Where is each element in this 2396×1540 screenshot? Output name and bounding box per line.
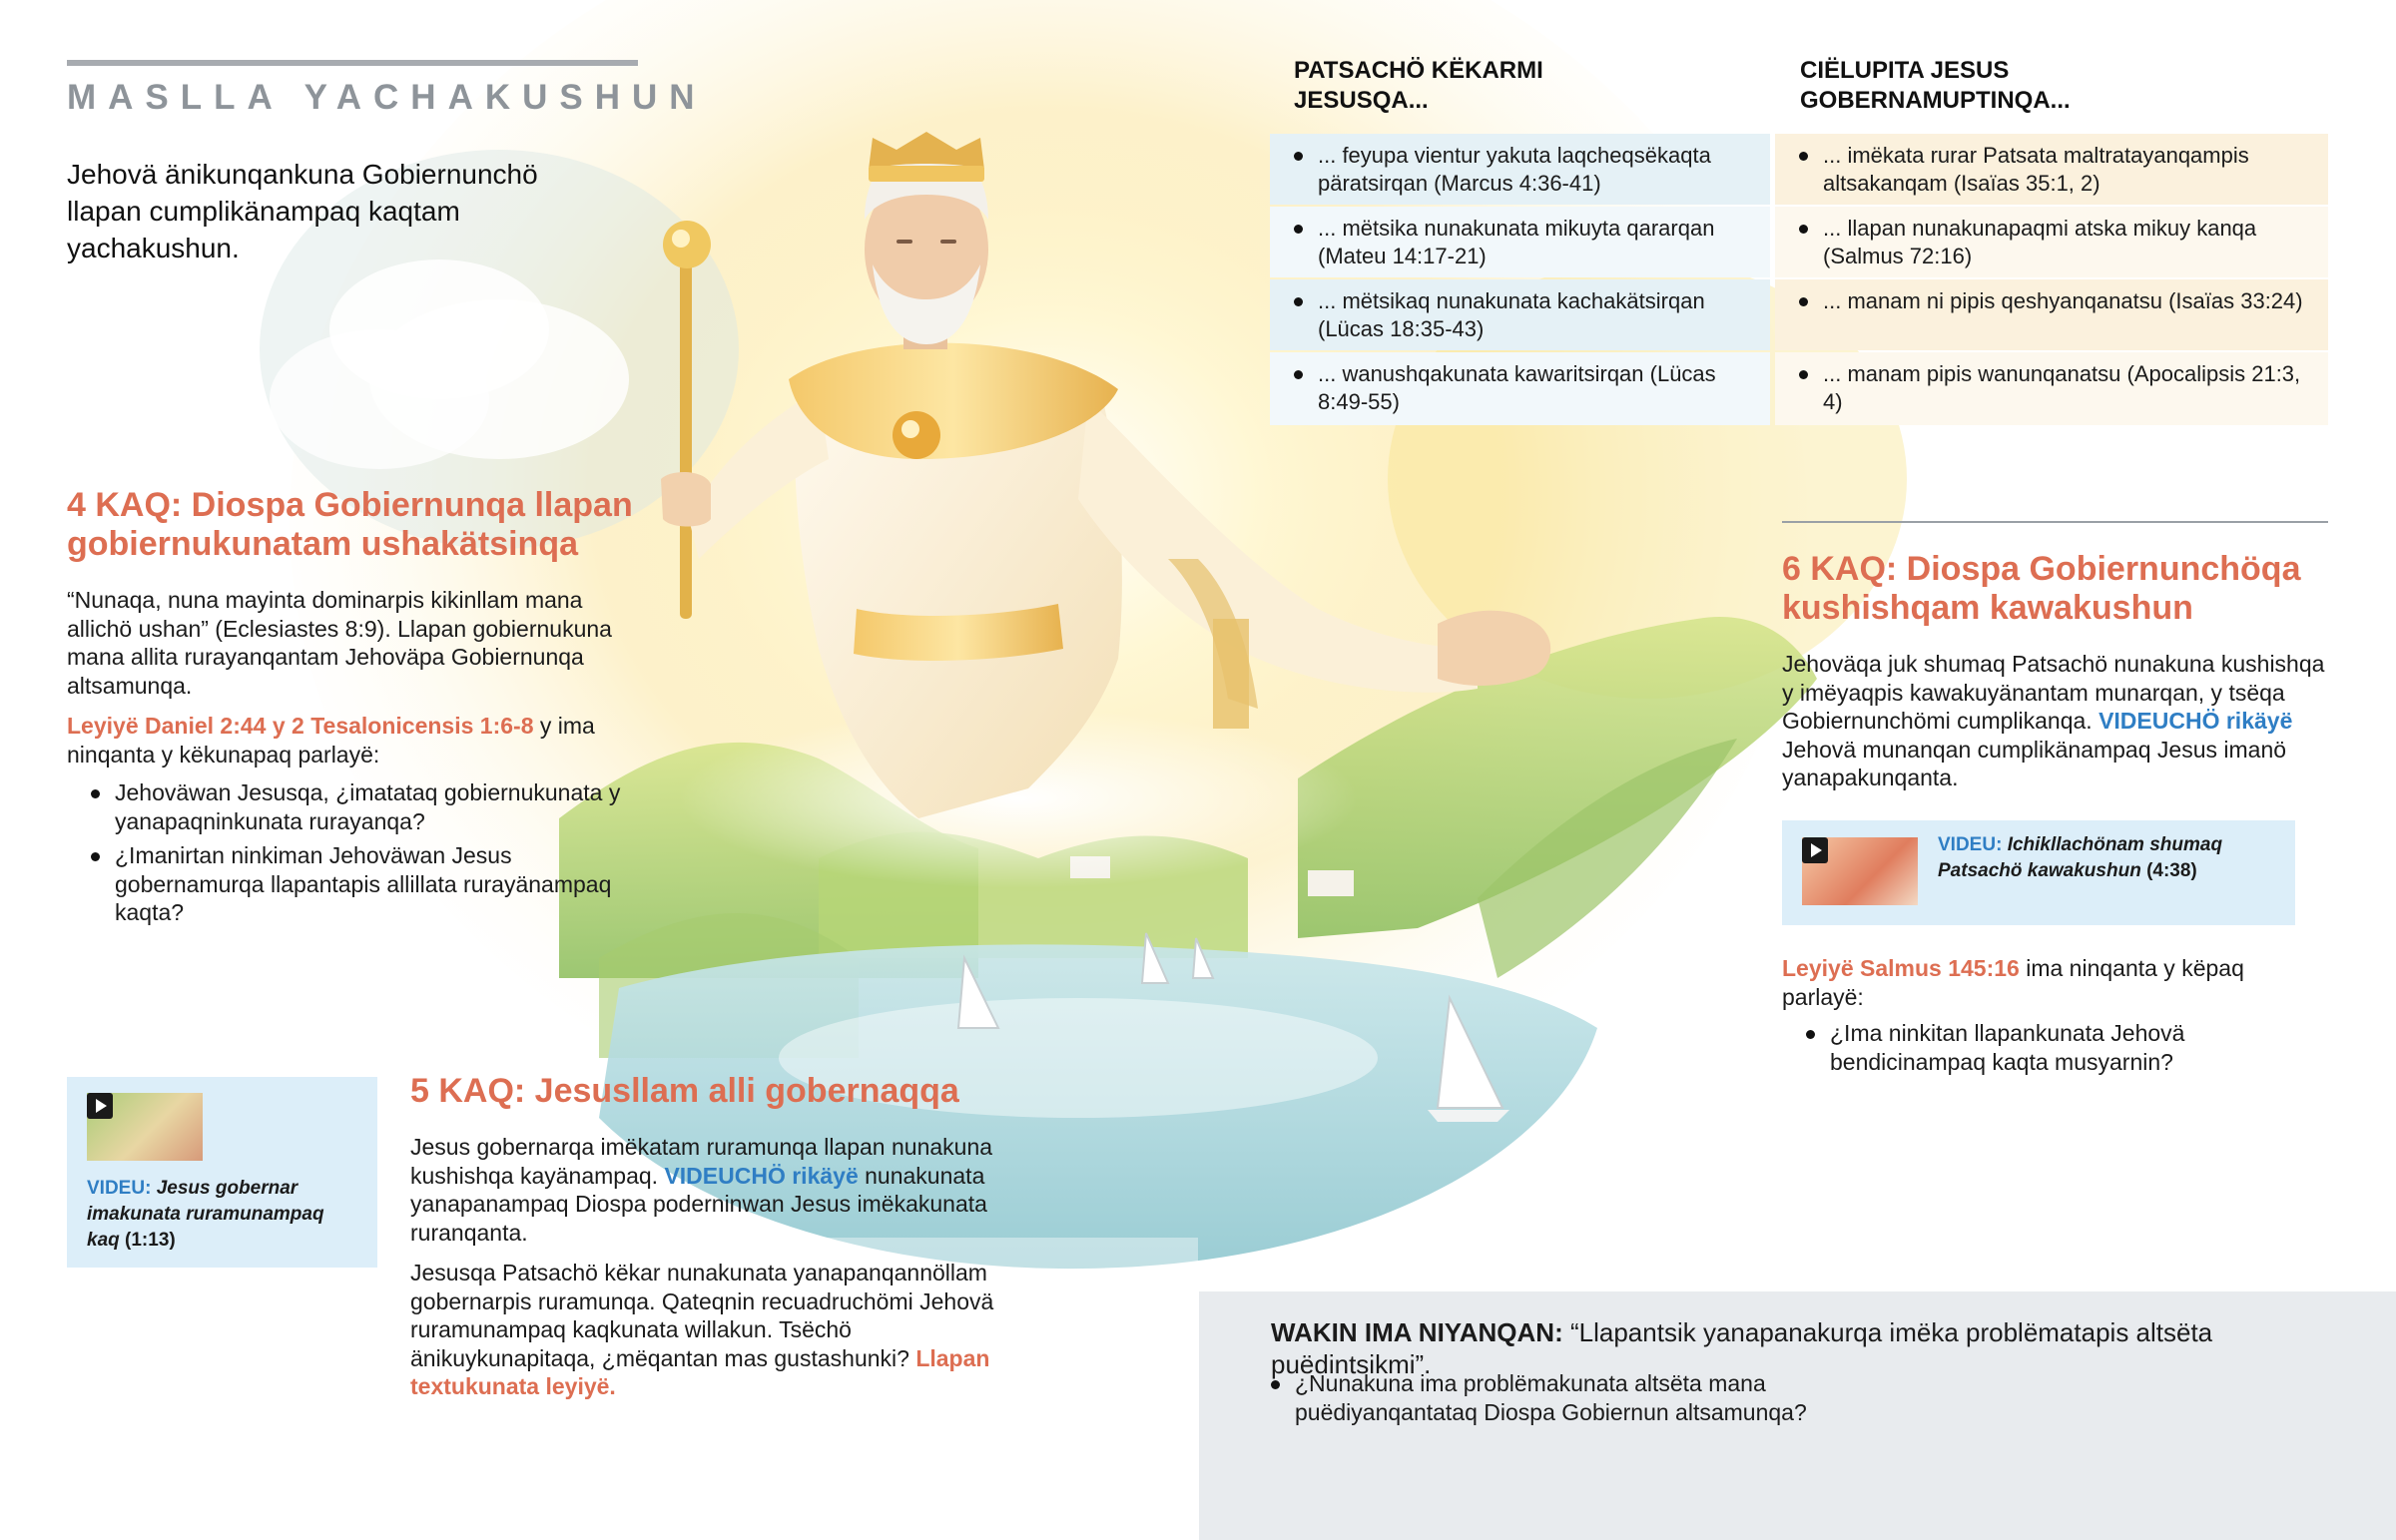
play-icon[interactable]	[87, 1093, 113, 1119]
table-left-cell: ... feyupa vientur yakuta laqcheqsëkaqta päratsirqan (Marcus 4:36-41)	[1270, 134, 1770, 205]
paragraph-text: Jehoväqa juk shumaq Patsachö nunakuna kushishqa y imëyaqpis kawakuyänantam munarqan, y tsëqa Gobiernunchömi cumplikanqa.	[1782, 651, 2325, 734]
section-5-body	[410, 1133, 1009, 1401]
video-title[interactable]: Ichikllachönam shumaq Patsachö kawakushun	[1938, 834, 2223, 881]
video-duration: (1:13)	[125, 1230, 176, 1251]
section-4	[67, 486, 646, 933]
section-divider	[1782, 521, 2328, 523]
discussion-box	[1199, 1291, 2396, 1540]
section-6-heading: 6 KAQ: Diospa Gobiernunchöqa kushishqam kawakushun	[1782, 550, 2301, 627]
section-5-paragraph-1	[410, 1133, 1009, 1247]
table-left-header: PATSACHÖ KËKARMI JESUSQA...	[1294, 57, 1543, 114]
header-rule	[67, 60, 638, 66]
section-label: MASLLA YACHAKUSHUN	[67, 78, 707, 117]
section-6-body	[1782, 650, 2329, 792]
table-right-header: CIËLUPITA JESUS GOBERNAMUPTINQA...	[1800, 57, 2071, 114]
table-left-cell: ... mëtsikaq nunakunata kachakätsirqan (Lücas 18:35-43)	[1270, 279, 1770, 350]
read-all-texts-link[interactable]: Llapan textukunata leyiyë.	[410, 1344, 990, 1399]
table-right-cell: ... manam pipis wanunqanatsu (Apocalipsis 21:3, 4)	[1775, 352, 2328, 425]
scripture-reference-link[interactable]: Leyiyë Salmus 145:16	[1782, 955, 2020, 981]
intro-text: Jehovä änikunqankuna Gobiernunchö llapan cumplikänampaq kaqtam yachakushun.	[67, 159, 538, 263]
video-thumbnail[interactable]	[1802, 837, 1918, 905]
video-caption	[1938, 832, 2277, 884]
section-5-heading: 5 KAQ: Jesusllam alli gobernaqqa	[410, 1072, 959, 1110]
table-right-cell: ... llapan nunakunapaqmi atska mikuy kanqa (Salmus 72:16)	[1775, 207, 2328, 277]
table-right-cell: ... imëkata rurar Patsata maltratayanqampis altsakanqam (Isaïas 35:1, 2)	[1775, 134, 2328, 205]
question-item: Jehoväwan Jesusqa, ¿imatataq gobiernukunata y yanapaqninkunata rurayanqa?	[67, 778, 646, 835]
section-5-paragraph-2	[410, 1259, 1009, 1401]
discussion-questions	[1247, 1369, 1886, 1432]
scripture-reference-link[interactable]: Leyiyë Daniel 2:44 y 2 Tesalonicensis 1:6-8	[67, 713, 534, 739]
section-6-questions	[1782, 1019, 2329, 1076]
video-card-paradise[interactable]	[1782, 820, 2295, 925]
video-card-jesus-rule[interactable]	[67, 1077, 377, 1268]
video-label: VIDEU:	[1938, 834, 2003, 855]
section-5	[410, 1072, 1009, 1413]
video-caption	[87, 1176, 356, 1254]
section-6	[1782, 550, 2329, 804]
paragraph-text: Jesus gobernarqa imëkatam ruramunqa llapan nunakuna kushishqa kayänampaq.	[410, 1134, 993, 1189]
section-4-heading: 4 KAQ: Diospa Gobiernunqa llapan gobiernukunatam ushakätsinqa	[67, 486, 633, 563]
paragraph-text: Jesusqa Patsachö këkar nunakunata yanapanqannöllam gobernarpis ruramunqa. Qateqnin recuadruchömi Jehovä ruramunampaq kaqkunata willakun. Tsëchö änikuykunapitaqa, ¿mëqantan mas gustashunki?	[410, 1260, 994, 1371]
section-4-read-instruction	[67, 712, 646, 769]
question-item: ¿Imanirtan ninkiman Jehoväwan Jesus gobernamurqa llapantapis allillata rurayänampaq kaqta?	[67, 841, 646, 927]
section-4-quote: “Nunaqa, nuna mayinta dominarpis kikinllam mana allichö ushan” (Eclesiastes 8:9). Llapan gobiernukuna mana allita rurayanqantam Jehoväpa Gobiernunqa altsamunqa.	[67, 587, 612, 699]
watch-video-link[interactable]: VIDEUCHÖ rikäyë	[2098, 708, 2293, 734]
section-4-body	[67, 586, 646, 927]
discussion-label: WAKIN IMA NIYANQAN:	[1271, 1317, 1563, 1347]
watch-video-link[interactable]: VIDEUCHÖ rikäyë	[664, 1162, 859, 1189]
question-item: ¿Nunakuna ima problëmakunata altsëta mana puëdiyanqantataq Diospa Gobiernun altsamunqa?	[1247, 1369, 1886, 1426]
section-6-read-instruction	[1782, 954, 2329, 1011]
paragraph-text: Jehovä munanqan cumplikänampaq Jesus imanö yanapakunqanta.	[1782, 736, 2287, 790]
section-6-paragraph	[1782, 650, 2329, 792]
play-icon[interactable]	[1802, 837, 1828, 863]
read-instruction-text: ima ninqanta y këpaq parlayë:	[1782, 955, 2244, 1010]
table-left-cell: ... wanushqakunata kawaritsirqan (Lücas 8:49-55)	[1270, 352, 1770, 425]
video-label: VIDEU:	[87, 1178, 152, 1199]
table-left-cell: ... mëtsika nunakunata mikuyta qararqan (Mateu 14:17-21)	[1270, 207, 1770, 277]
video-title[interactable]: Jesus gobernar imakunata ruramunampaq kaq	[87, 1178, 324, 1251]
video-thumbnail[interactable]	[87, 1093, 203, 1161]
video-duration: (4:38)	[2146, 860, 2197, 881]
question-item: ¿Ima ninkitan llapankunata Jehovä bendicinampaq kaqta musyarnin?	[1782, 1019, 2329, 1076]
discussion-quote: “Llapantsik yanapanakurqa imëka problëmatapis altsëta puëdintsikmi”.	[1271, 1317, 2213, 1379]
table-right-cell: ... manam ni pipis qeshyanqanatsu (Isaïas 33:24)	[1775, 279, 2328, 350]
section-6-read	[1782, 954, 2329, 1082]
paragraph-text: nunakunata yanapanampaq Diospa poderninwan Jesus imëkakunata ruranqanta.	[410, 1162, 987, 1246]
section-4-questions	[67, 778, 646, 927]
read-instruction-text: y ima ninqanta y këkunapaq parlayë:	[67, 713, 595, 768]
